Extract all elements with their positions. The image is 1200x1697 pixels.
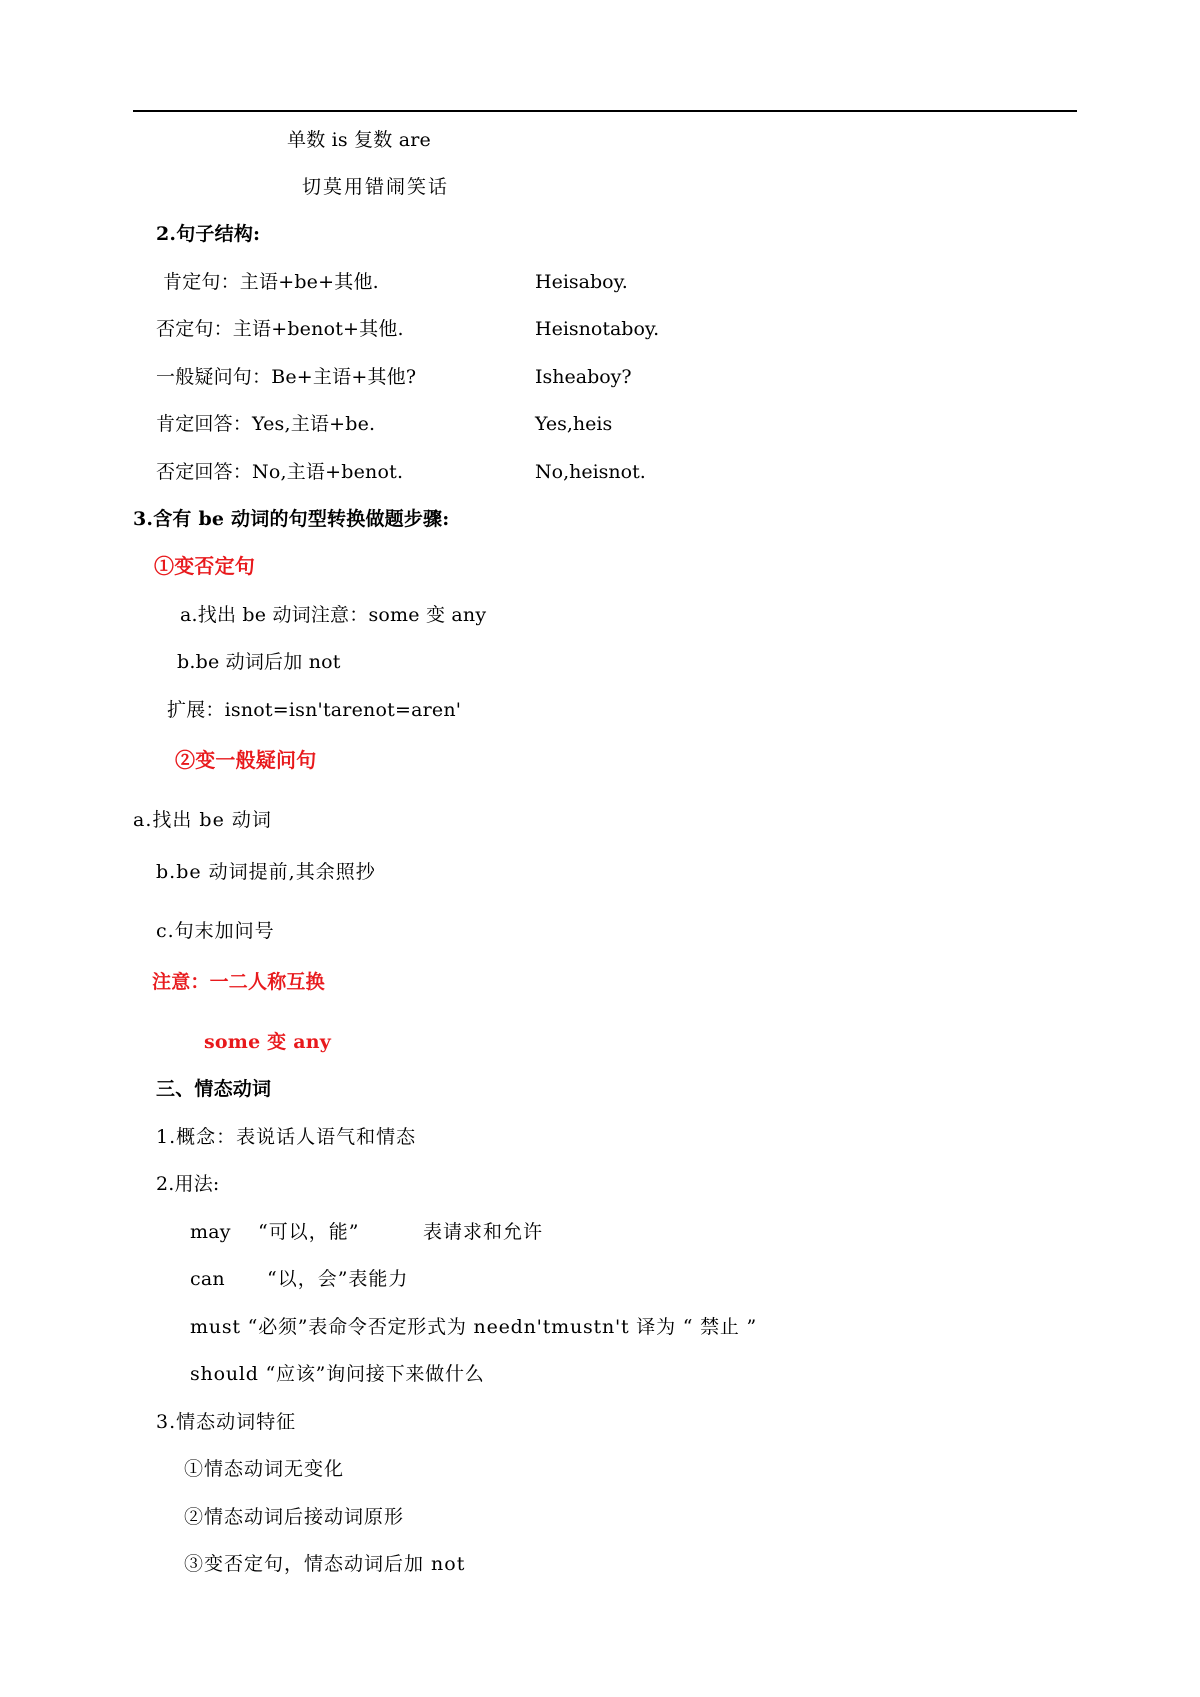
- example-affirmative: Heisaboy.: [535, 271, 628, 293]
- usage-must: must “必须”表命令否定形式为 needn'tmustn't 译为 “ 禁止 ”: [190, 1316, 758, 1338]
- example-no-answer: No,heisnot.: [535, 461, 646, 483]
- modal-heading: 三、情态动词: [156, 1078, 272, 1100]
- pattern-question: 一般疑问句：Be+主语+其他?: [156, 366, 417, 388]
- section3-heading: 3.含有 be 动词的句型转换做题步骤:: [133, 508, 450, 530]
- usage-may-extra: 表请求和允许: [423, 1221, 544, 1243]
- pattern-yes-answer: 肯定回答：Yes,主语+be.: [156, 413, 376, 435]
- usage-may-meaning: “可以，能”: [258, 1221, 360, 1243]
- step2-c: c.句末加问号: [156, 920, 275, 942]
- example-question: Isheaboy?: [535, 366, 632, 388]
- step1-title: ①变否定句: [154, 554, 255, 578]
- usage-can-meaning: “以，会”表能力: [267, 1268, 409, 1290]
- usage-can-word: can: [190, 1268, 225, 1290]
- note-some-any: some 变 any: [204, 1031, 331, 1053]
- step1-b: b.be 动词后加 not: [177, 651, 341, 673]
- feature-2: ②情态动词后接动词原形: [184, 1506, 405, 1528]
- step2-b: b.be 动词提前,其余照抄: [156, 861, 376, 883]
- modal-usage-title: 2.用法:: [156, 1173, 220, 1195]
- example-negative: Heisnotaboy.: [535, 318, 660, 340]
- intro-line-1: 单数 is 复数 are: [287, 129, 432, 151]
- step1-extension: 扩展：isnot=isn'tarenot=aren': [167, 699, 462, 721]
- pattern-affirmative: 肯定句：主语+be+其他.: [163, 271, 379, 293]
- feature-1: ①情态动词无变化: [184, 1458, 345, 1480]
- note-person-swap: 注意：一二人称互换: [152, 971, 325, 993]
- step2-a: a.找出 be 动词: [133, 809, 272, 831]
- pattern-negative: 否定句：主语+benot+其他.: [156, 318, 404, 340]
- modal-concept: 1.概念：表说话人语气和情态: [156, 1126, 417, 1148]
- feature-3: ③变否定句，情态动词后加 not: [184, 1553, 466, 1575]
- header-rule: [133, 110, 1077, 112]
- usage-may-word: may: [190, 1221, 231, 1243]
- features-title: 3.情态动词特征: [156, 1411, 297, 1433]
- example-yes-answer: Yes,heis: [535, 413, 613, 435]
- section2-heading: 2.句子结构:: [156, 223, 261, 245]
- pattern-no-answer: 否定回答：No,主语+benot.: [156, 461, 404, 483]
- usage-should: should “应该”询问接下来做什么: [190, 1363, 485, 1385]
- step1-a: a.找出 be 动词注意：some 变 any: [180, 604, 487, 626]
- intro-line-2: 切莫用错闹笑话: [302, 176, 450, 198]
- step2-title: ②变一般疑问句: [175, 748, 317, 772]
